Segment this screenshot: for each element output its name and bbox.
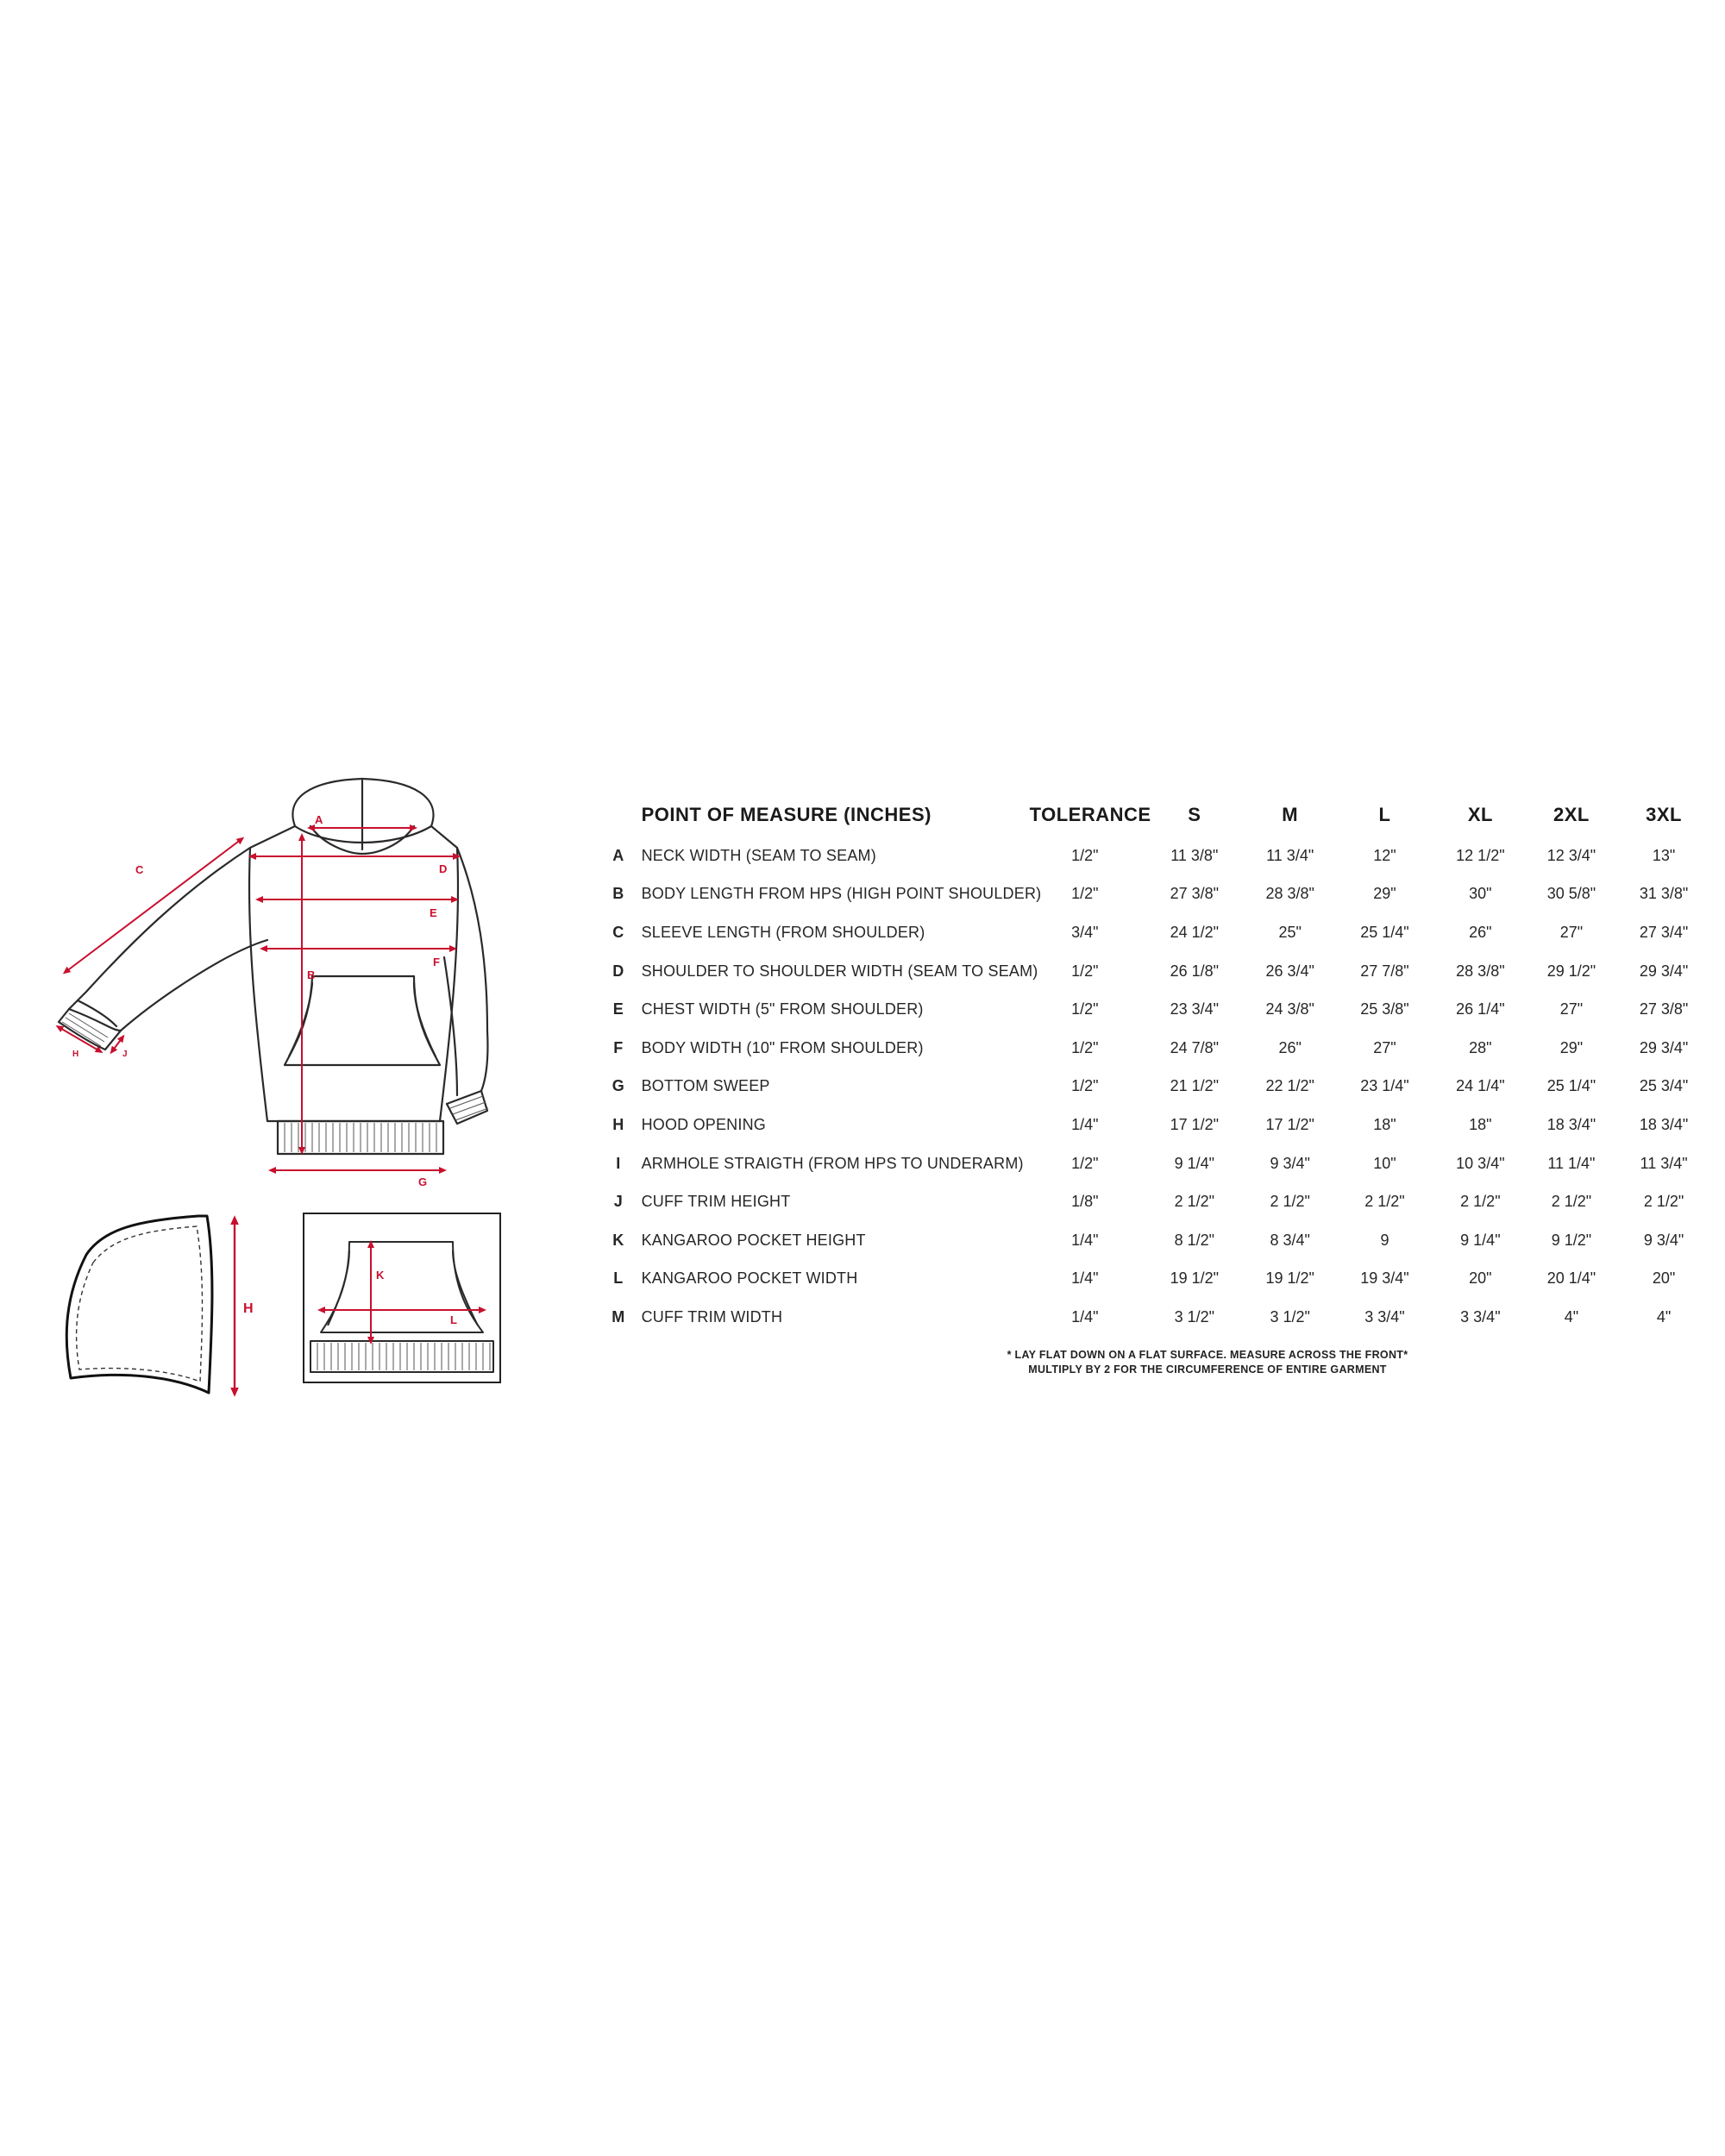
measurement-footnote: [949, 1348, 1466, 1377]
dim-label-h: H: [72, 1050, 79, 1059]
row-value-3xl: 27 3/4": [1639, 923, 1689, 941]
row-value-3xl: 25 3/4": [1639, 1077, 1689, 1095]
row-value-m: 19 1/2": [1265, 1269, 1314, 1288]
row-point: KANGAROO POCKET WIDTH: [641, 1269, 858, 1288]
row-value-2xl: 12 3/4": [1546, 846, 1596, 864]
row-key: J: [613, 1193, 623, 1211]
row-value-2xl: 11 1/4": [1547, 1154, 1596, 1172]
row-value-m: 26": [1278, 1038, 1302, 1056]
row-value-xl: 9 1/4": [1460, 1231, 1501, 1249]
row-value-3xl: 9 3/4": [1643, 1231, 1684, 1249]
footnote-line-1: * LAY FLAT DOWN ON A FLAT SURFACE. MEASURE ACROSS THE FRONT*: [1007, 1349, 1408, 1361]
row-value-l: 27 7/8": [1360, 962, 1409, 980]
header-size-2xl: 2XL: [1552, 804, 1590, 825]
row-value-2xl: 20 1/4": [1546, 1269, 1596, 1288]
row-point: BOTTOM SWEEP: [641, 1077, 770, 1095]
dim-label-l: L: [450, 1313, 457, 1326]
row-point: SHOULDER TO SHOULDER WIDTH (SEAM TO SEAM): [641, 962, 1038, 980]
row-value-m: 8 3/4": [1270, 1231, 1310, 1249]
row-point: HOOD OPENING: [641, 1115, 766, 1133]
header-size-s: S: [1188, 804, 1201, 825]
table-row: [595, 1221, 1708, 1260]
footnote-line-2: MULTIPLY BY 2 FOR THE CIRCUMFERENCE OF ENTIRE GARMENT: [1028, 1363, 1387, 1376]
row-value-3xl: 29 3/4": [1639, 1038, 1689, 1056]
row-value-xl: 12 1/2": [1456, 846, 1505, 864]
row-value-l: 12": [1373, 846, 1396, 864]
row-value-s: 2 1/2": [1174, 1193, 1215, 1211]
dim-label-hood-h: H: [243, 1301, 254, 1316]
table-row: [595, 990, 1708, 1029]
row-point: NECK WIDTH (SEAM TO SEAM): [641, 846, 876, 864]
row-value-l: 23 1/4": [1360, 1077, 1409, 1095]
row-key: C: [612, 923, 624, 941]
row-value-3xl: 29 3/4": [1639, 962, 1689, 980]
row-value-xl: 24 1/4": [1456, 1077, 1505, 1095]
table-header-row: [595, 793, 1708, 837]
dim-label-a: A: [315, 813, 323, 826]
row-value-s: 9 1/4": [1174, 1154, 1215, 1172]
row-value-3xl: 18 3/4": [1639, 1115, 1689, 1133]
hood-illustration: [52, 1207, 267, 1406]
row-value-m: 9 3/4": [1270, 1154, 1310, 1172]
row-point: SLEEVE LENGTH (FROM SHOULDER): [641, 923, 925, 941]
row-value-s: 3 1/2": [1174, 1307, 1215, 1326]
row-tolerance: 1/4": [1071, 1115, 1099, 1133]
row-value-s: 17 1/2": [1170, 1115, 1220, 1133]
pocket-illustration: [302, 1212, 505, 1384]
row-tolerance: 1/2": [1071, 846, 1099, 864]
row-key: H: [612, 1115, 624, 1133]
header-size-m: M: [1282, 804, 1299, 825]
row-value-xl: 18": [1469, 1115, 1492, 1133]
row-value-2xl: 25 1/4": [1546, 1077, 1596, 1095]
row-tolerance: 1/4": [1071, 1269, 1099, 1288]
row-value-xl: 10 3/4": [1456, 1154, 1505, 1172]
row-value-xl: 3 3/4": [1460, 1307, 1501, 1326]
row-tolerance: 1/2": [1071, 1000, 1099, 1018]
table-row: [595, 1029, 1708, 1068]
row-value-xl: 20": [1469, 1269, 1492, 1288]
row-point: ARMHOLE STRAIGTH (FROM HPS TO UNDERARM): [641, 1154, 1024, 1172]
row-point: CUFF TRIM WIDTH: [641, 1307, 783, 1326]
row-key: I: [616, 1154, 621, 1172]
dim-label-b: B: [307, 968, 316, 981]
row-value-m: 26 3/4": [1265, 962, 1314, 980]
row-value-m: 28 3/8": [1265, 885, 1314, 903]
row-value-2xl: 29": [1559, 1038, 1584, 1056]
table-row: [595, 1144, 1708, 1183]
row-value-s: 27 3/8": [1170, 885, 1220, 903]
row-value-xl: 30": [1469, 885, 1492, 903]
dim-label-d: D: [439, 862, 448, 875]
row-tolerance: 1/2": [1071, 1154, 1099, 1172]
hood-side-diagram: [52, 1207, 267, 1406]
hoodie-front-illustration: [52, 772, 500, 1188]
row-value-s: 26 1/8": [1170, 962, 1220, 980]
row-point: BODY LENGTH FROM HPS (HIGH POINT SHOULDER): [641, 885, 1042, 903]
row-tolerance: 1/8": [1071, 1193, 1099, 1211]
row-tolerance: 1/2": [1071, 962, 1099, 980]
row-key: L: [613, 1269, 624, 1288]
row-value-3xl: 4": [1656, 1307, 1672, 1326]
row-key: G: [612, 1077, 624, 1095]
row-value-3xl: 20": [1652, 1269, 1676, 1288]
row-value-s: 24 1/2": [1170, 923, 1220, 941]
table-body: [595, 837, 1708, 1337]
row-value-3xl: 27 3/8": [1639, 1000, 1689, 1018]
table-row: [595, 1298, 1708, 1337]
row-value-m: 17 1/2": [1265, 1115, 1314, 1133]
row-key: F: [613, 1038, 624, 1056]
row-value-l: 29": [1373, 885, 1396, 903]
row-value-l: 3 3/4": [1364, 1307, 1405, 1326]
row-value-m: 3 1/2": [1270, 1307, 1310, 1326]
row-tolerance: 1/2": [1071, 1077, 1099, 1095]
row-key: E: [612, 1000, 624, 1018]
row-value-3xl: 2 1/2": [1643, 1193, 1684, 1211]
row-value-s: 21 1/2": [1170, 1077, 1220, 1095]
row-value-m: 22 1/2": [1265, 1077, 1314, 1095]
dim-label-g: G: [418, 1175, 428, 1188]
row-value-2xl: 27": [1559, 1000, 1584, 1018]
row-value-3xl: 13": [1652, 846, 1676, 864]
table-row: [595, 1068, 1708, 1106]
row-value-2xl: 30 5/8": [1546, 885, 1596, 903]
row-value-2xl: 2 1/2": [1551, 1193, 1592, 1211]
row-tolerance: 3/4": [1071, 923, 1099, 941]
row-point: BODY WIDTH (10" FROM SHOULDER): [641, 1038, 924, 1056]
row-value-2xl: 29 1/2": [1546, 962, 1596, 980]
row-value-s: 8 1/2": [1174, 1231, 1215, 1249]
row-value-s: 24 7/8": [1170, 1038, 1220, 1056]
dim-label-f: F: [433, 956, 440, 968]
header-size-l: L: [1378, 804, 1391, 825]
table-row: [595, 1106, 1708, 1144]
header-point-of-measure: POINT OF MEASURE (INCHES): [641, 804, 932, 825]
row-value-l: 27": [1373, 1038, 1396, 1056]
row-value-l: 10": [1373, 1154, 1396, 1172]
dim-label-k: K: [376, 1269, 385, 1282]
row-value-m: 24 3/8": [1265, 1000, 1314, 1018]
header-size-3xl: 3XL: [1646, 804, 1682, 825]
table-row: [595, 913, 1708, 952]
row-value-xl: 28": [1469, 1038, 1492, 1056]
header-size-xl: XL: [1467, 804, 1493, 825]
row-value-3xl: 11 3/4": [1640, 1154, 1688, 1172]
row-value-s: 11 3/8": [1170, 846, 1219, 864]
row-key: M: [612, 1307, 625, 1326]
row-tolerance: 1/4": [1071, 1307, 1099, 1326]
row-value-l: 19 3/4": [1360, 1269, 1409, 1288]
row-point: CUFF TRIM HEIGHT: [641, 1193, 791, 1211]
row-key: B: [612, 885, 624, 903]
table-row: [595, 1260, 1708, 1299]
row-value-m: 25": [1278, 923, 1302, 941]
row-value-s: 23 3/4": [1170, 1000, 1220, 1018]
row-tolerance: 1/2": [1071, 885, 1099, 903]
row-value-l: 2 1/2": [1364, 1193, 1405, 1211]
header-tolerance: TOLERANCE: [1029, 804, 1151, 825]
row-value-l: 25 3/8": [1360, 1000, 1409, 1018]
row-value-xl: 26": [1469, 923, 1492, 941]
row-value-2xl: 4": [1564, 1307, 1579, 1326]
row-key: A: [612, 846, 624, 864]
row-value-2xl: 27": [1559, 923, 1584, 941]
row-value-xl: 26 1/4": [1456, 1000, 1505, 1018]
row-point: KANGAROO POCKET HEIGHT: [641, 1231, 866, 1249]
row-tolerance: 1/4": [1071, 1231, 1099, 1249]
row-tolerance: 1/2": [1071, 1038, 1099, 1056]
row-key: D: [612, 962, 624, 980]
dim-label-c: C: [135, 863, 144, 876]
table-row: [595, 875, 1708, 914]
row-value-2xl: 18 3/4": [1546, 1115, 1596, 1133]
row-value-s: 19 1/2": [1170, 1269, 1220, 1288]
row-value-3xl: 31 3/8": [1639, 885, 1689, 903]
pocket-detail-diagram: [302, 1212, 505, 1384]
hoodie-front-diagram: [52, 772, 500, 1188]
row-value-m: 2 1/2": [1270, 1193, 1310, 1211]
row-value-l: 9: [1380, 1231, 1389, 1249]
table-row: [595, 1182, 1708, 1221]
row-point: CHEST WIDTH (5" FROM SHOULDER): [641, 1000, 924, 1018]
row-value-xl: 2 1/2": [1460, 1193, 1501, 1211]
row-key: K: [612, 1231, 624, 1249]
dim-label-j: J: [122, 1050, 128, 1059]
dim-label-e: E: [430, 906, 437, 919]
table-row: [595, 837, 1708, 875]
table-row: [595, 952, 1708, 991]
row-value-m: 11 3/4": [1266, 846, 1314, 864]
row-value-xl: 28 3/8": [1456, 962, 1505, 980]
row-value-2xl: 9 1/2": [1551, 1231, 1592, 1249]
size-spec-table: [595, 793, 1708, 1337]
row-value-l: 18": [1373, 1115, 1396, 1133]
row-value-l: 25 1/4": [1360, 923, 1409, 941]
